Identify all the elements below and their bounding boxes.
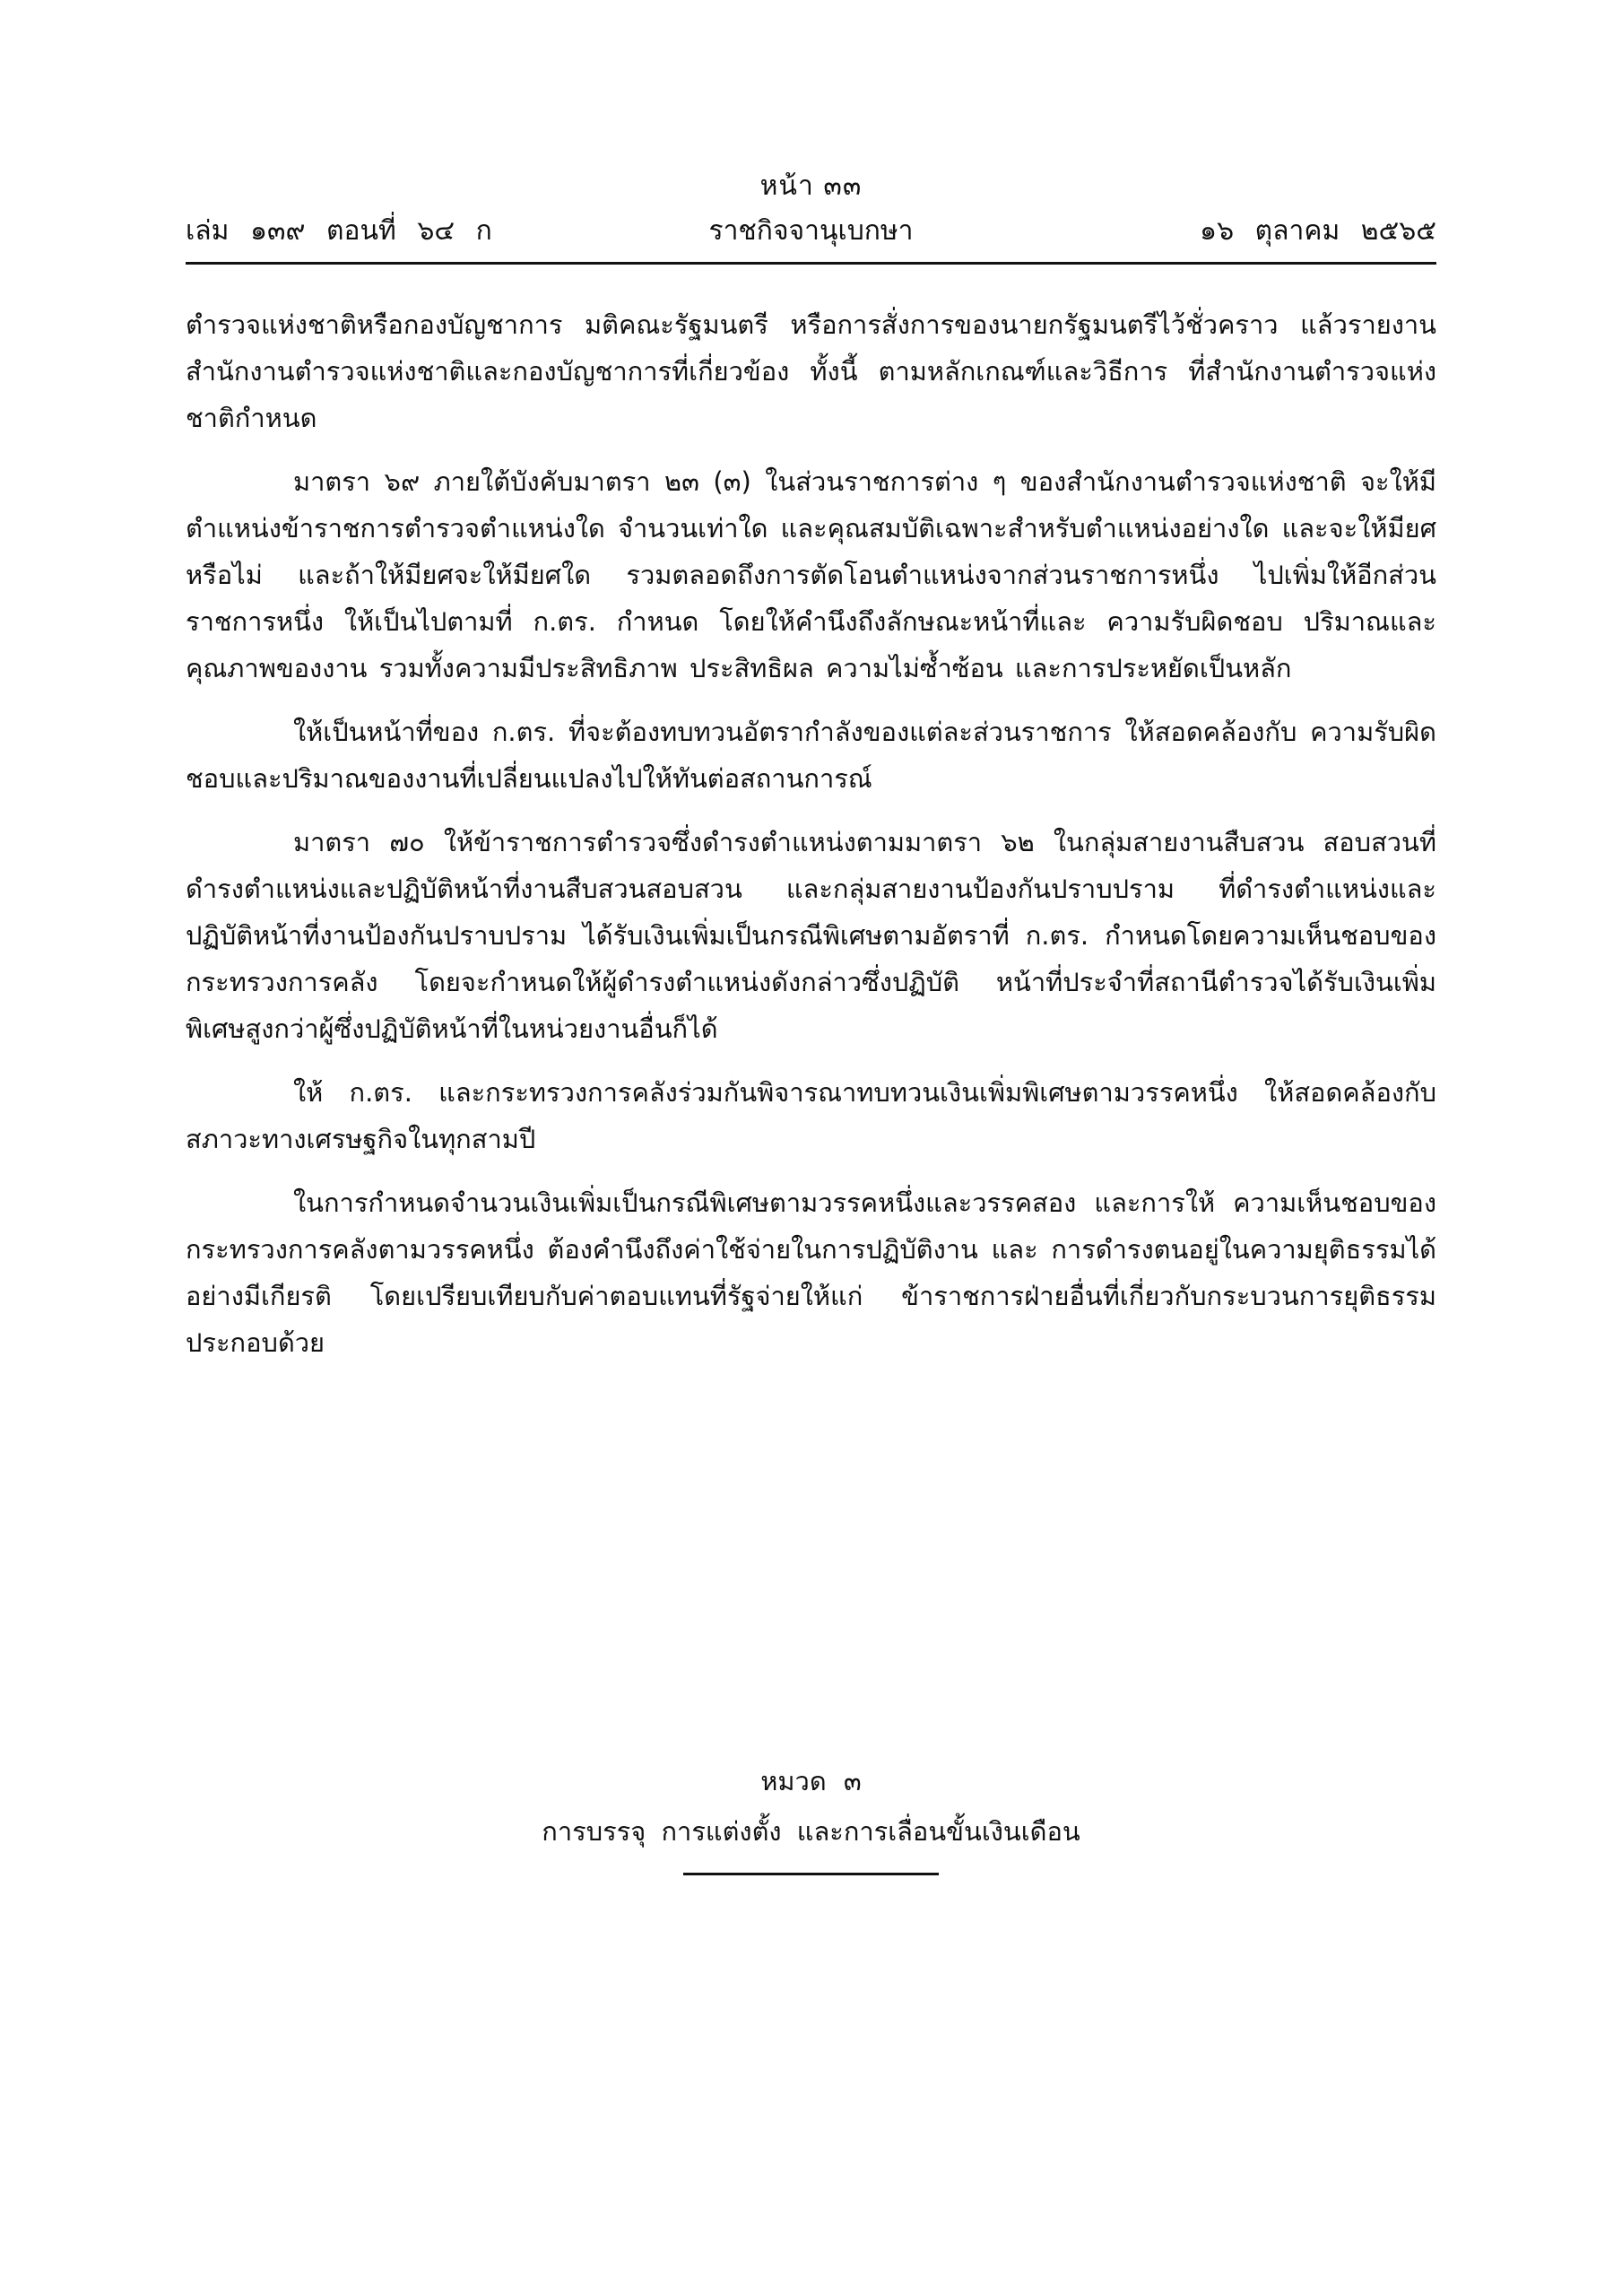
paragraph-section-70: มาตรา ๗๐ ให้ข้าราชการตำรวจซึ่งดำรงตำแหน่งตามมาตรา ๖๒ ในกลุ่มสายงานสืบสวน สอบสวนที่ดำรงตำแหน่งและปฏิบัติหน้าที่งานสืบสวนสอบสวน และกลุ่มสายงานป้องกันปราบปราม ที่ดำรงตำแหน่งและปฏิบัติหน้าที่งานป้องกันปราบปราม ได้รับเงินเพิ่มเป็นกรณีพิเศษตามอัตราที่ ก.ตร. กำหนดโดยความเห็นชอบของกระทรวงการคลัง โดยจะกำหนดให้ผู้ดำรงตำแหน่งดังกล่าวซึ่งปฏิบัติ หน้าที่ประจำที่สถานีตำรวจได้รับเงินเพิ่มพิเศษสูงกว่าผู้ซึ่งปฏิบัติหน้าที่ในหน่วยงานอื่นก็ได้	[186, 827, 1436, 1044]
paragraph-section-69: มาตรา ๖๙ ภายใต้บังคับมาตรา ๒๓ (๓) ในส่วนราชการต่าง ๆ ของสำนักงานตำรวจแห่งชาติ จะให้มีตำแหน่งข้าราชการตำรวจตำแหน่งใด จำนวนเท่าใด และคุณสมบัติเฉพาะสำหรับตำแหน่งอย่างใด และจะให้มียศหรือไม่ และถ้าให้มียศจะให้มียศใด รวมตลอดถึงการตัดโอนตำแหน่งจากส่วนราชการหนึ่ง ไปเพิ่มให้อีกส่วนราชการหนึ่ง ให้เป็นไปตามที่ ก.ตร. กำหนด โดยให้คำนึงถึงลักษณะหน้าที่และ ความรับผิดชอบ ปริมาณและคุณภาพของงาน รวมทั้งความมีประสิทธิภาพ ประสิทธิผล ความไม่ซ้ำซ้อน และการประหยัดเป็นหลัก	[186, 466, 1436, 683]
paragraph-section-70-criteria: ในการกำหนดจำนวนเงินเพิ่มเป็นกรณีพิเศษตามวรรคหนึ่งและวรรคสอง และการให้ ความเห็นชอบของกระทรวงการคลังตามวรรคหนึ่ง ต้องคำนึงถึงค่าใช้จ่ายในการปฏิบัติงาน และ การดำรงตนอยู่ในความยุติธรรมได้อย่างมีเกียรติ โดยเปรียบเทียบกับค่าตอบแทนที่รัฐจ่ายให้แก่ ข้าราชการฝ่ายอื่นที่เกี่ยวกับกระบวนการยุติธรรมประกอบด้วย	[186, 1187, 1436, 1358]
paragraph-section-69-duty: ให้เป็นหน้าที่ของ ก.ตร. ที่จะต้องทบทวนอัตรากำลังของแต่ละส่วนราชการ ให้สอดคล้องกับ ความรับผิดชอบและปริมาณของงานที่เปลี่ยนแปลงไปให้ทันต่อสถานการณ์	[186, 717, 1436, 794]
chapter-title: การบรรจุ การแต่งตั้ง และการเลื่อนขั้นเงินเดือน	[542, 1816, 1080, 1847]
document-body	[186, 301, 1436, 1383]
paragraph-section-70-review: ให้ ก.ตร. และกระทรวงการคลังร่วมกันพิจารณาทบทวนเงินเพิ่มพิเศษตามวรรคหนึ่ง ให้สอดคล้องกับสภาวะทางเศรษฐกิจในทุกสามปี	[186, 1077, 1436, 1154]
publication-date: ๑๖ ตุลาคม ๒๕๖๕	[1200, 215, 1436, 247]
header-divider	[186, 262, 1436, 265]
header-row	[186, 212, 1436, 251]
paragraph-continuation: ตำรวจแห่งชาติหรือกองบัญชาการ มติคณะรัฐมนตรี หรือการสั่งการของนายกรัฐมนตรีไว้ชั่วคราว แล้วรายงานสำนักงานตำรวจแห่งชาติและกองบัญชาการที่เกี่ยวข้อง ทั้งนี้ ตามหลักเกณฑ์และวิธีการ ที่สำนักงานตำรวจแห่งชาติกำหนด	[186, 309, 1436, 433]
chapter-heading	[186, 1758, 1436, 1875]
chapter-divider	[683, 1873, 939, 1875]
publication-title: ราชกิจจานุเบกษา	[708, 215, 914, 247]
page-header	[186, 161, 1436, 269]
page-number: หน้า ๓๓	[759, 170, 863, 202]
volume-issue: เล่ม ๑๓๙ ตอนที่ ๖๔ ก	[186, 215, 492, 247]
chapter-number: หมวด ๓	[760, 1766, 862, 1796]
